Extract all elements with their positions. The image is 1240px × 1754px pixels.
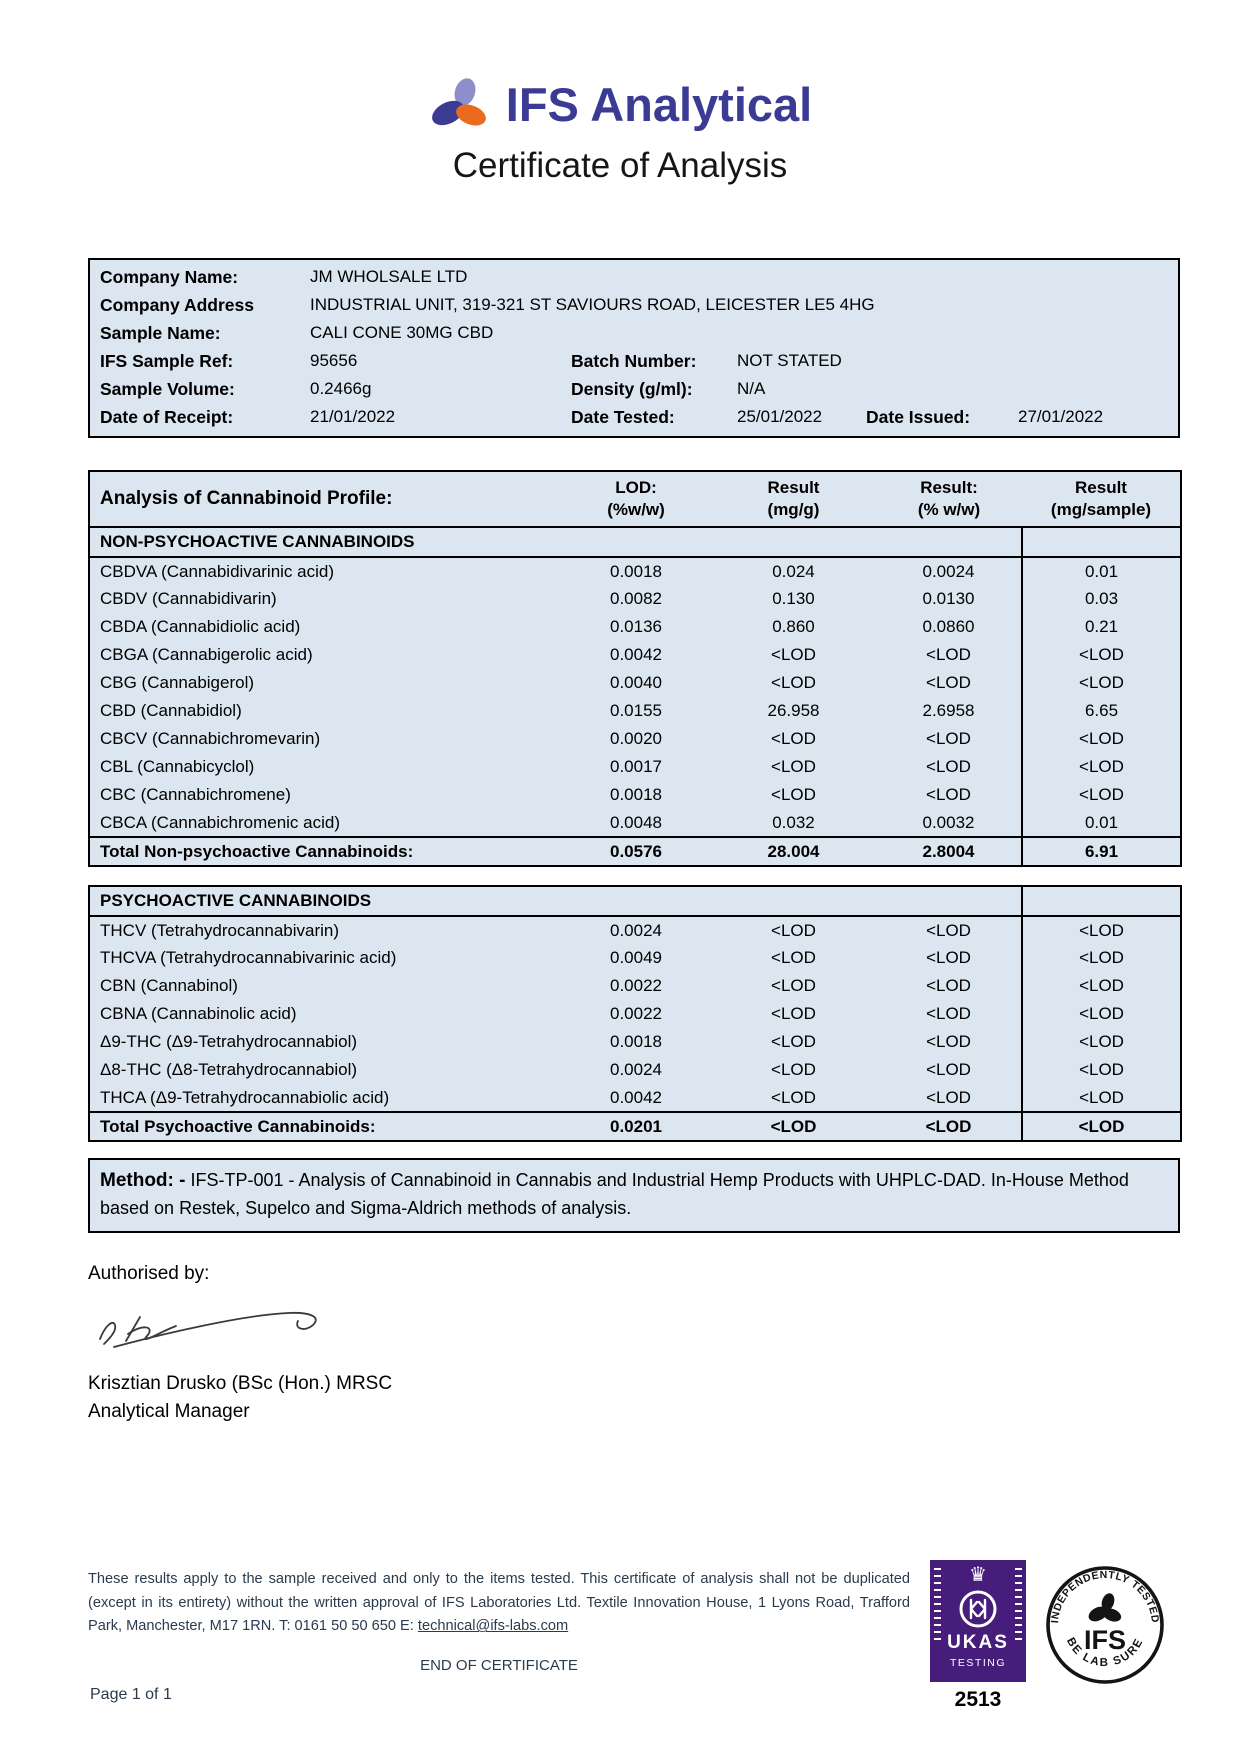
analyte-name: CBCV (Cannabichromevarin) <box>100 729 321 748</box>
result-mg-g: 0.860 <box>772 617 815 636</box>
result-mg-sample: 0.21 <box>1022 613 1181 641</box>
section-header-row <box>89 886 1181 916</box>
lod-value: 0.0018 <box>610 1032 662 1051</box>
info-value: 0.2466g <box>310 379 372 398</box>
ruler-ticks-left <box>934 1568 941 1640</box>
info-label: IFS Sample Ref: <box>100 350 234 371</box>
ruler-ticks-right <box>1015 1568 1022 1640</box>
analyte-name: THCV (Tetrahydrocannabivarin) <box>100 920 340 940</box>
lod-value: 0.0049 <box>610 948 662 967</box>
analyte-name: CBDV (Cannabidivarin) <box>100 589 277 608</box>
analyte-name: THCVA (Tetrahydrocannabivarinic acid) <box>100 948 397 967</box>
sample-info-row <box>90 263 1178 291</box>
footer-disclaimer: These results apply to the sample received and only to the items tested. This certificate of analysis shall not be duplicated (except in its entirety) without the written approval of IFS Laboratories Ltd. Textile Innovation House, 1 Lyons Road, Trafford Park, Manchester, M17 1RN. T: 0161 50 50 650 E: technical@ifs-labs.com <box>88 1571 910 1635</box>
table-row <box>89 585 1181 613</box>
ifs-stamp-icon <box>1043 1563 1167 1687</box>
lod-value: 0.0022 <box>610 1004 662 1023</box>
lod-value: 0.0136 <box>610 617 662 636</box>
result-mg-g: <LOD <box>771 785 816 804</box>
sample-info-row <box>90 403 1178 431</box>
result-mg-sample: 0.03 <box>1022 585 1181 613</box>
result-mg-g: 0.032 <box>772 812 815 832</box>
info-label: Date Tested: <box>571 406 675 427</box>
sample-info-row <box>90 375 1178 403</box>
result-mg-sample: 0.01 <box>1022 557 1181 585</box>
analyte-name: CBCA (Cannabichromenic acid) <box>100 812 340 832</box>
analyte-name: CBN (Cannabinol) <box>100 976 238 995</box>
result-mg-sample: <LOD <box>1022 916 1181 944</box>
result-mg-g: 26.958 <box>767 701 820 720</box>
table-row <box>89 669 1181 697</box>
result-pct: <LOD <box>926 920 971 940</box>
result-pct: <LOD <box>926 785 971 804</box>
signature <box>92 1289 362 1357</box>
result-mg-sample: <LOD <box>1022 1028 1181 1056</box>
table-header-row <box>89 471 1181 527</box>
info-value: NOT STATED <box>737 351 842 370</box>
info-value: 21/01/2022 <box>310 407 396 426</box>
analyte-name: CBGA (Cannabigerolic acid) <box>100 645 313 664</box>
section-header: PSYCHOACTIVE CANNABINOIDS <box>89 886 1022 916</box>
table-row <box>89 944 1181 972</box>
cannabinoid-profile-table <box>88 470 1182 867</box>
sample-info-box <box>88 258 1180 438</box>
info-value: 27/01/2022 <box>1018 407 1104 426</box>
ukas-label: UKAS <box>947 1632 1009 1653</box>
result-pct: <LOD <box>926 645 971 664</box>
authoriser-name: Krisztian Drusko (BSc (Hon.) MRSC <box>88 1373 393 1395</box>
result-pct: <LOD <box>926 1032 971 1051</box>
info-label: Density (g/ml): <box>571 378 693 399</box>
result-mg-sample: <LOD <box>1022 753 1181 781</box>
lod-value: 0.0082 <box>610 589 662 608</box>
analyte-name: CBG (Cannabigerol) <box>100 673 255 692</box>
table-row <box>89 641 1181 669</box>
result-pct: <LOD <box>926 976 971 995</box>
info-label: Sample Name: <box>100 322 221 343</box>
lod-value: 0.0040 <box>610 673 662 692</box>
lod-value: 0.0018 <box>610 785 662 804</box>
column-header-pct: Result: (% w/w) <box>876 471 1022 527</box>
table-row <box>89 613 1181 641</box>
sample-info-row <box>90 319 1178 347</box>
result-pct: <LOD <box>926 1087 971 1107</box>
info-label: Sample Volume: <box>100 378 235 399</box>
table-row <box>89 972 1181 1000</box>
result-mg-sample: <LOD <box>1022 669 1181 697</box>
result-mg-g: <LOD <box>771 976 816 995</box>
end-of-certificate: END OF CERTIFICATE <box>420 1657 578 1674</box>
authorised-by-heading: Authorised by: <box>88 1263 210 1285</box>
ukas-accreditation-mark <box>930 1560 1026 1712</box>
result-pct: <LOD <box>926 948 971 967</box>
table-row <box>89 753 1181 781</box>
brand-header <box>0 0 1240 132</box>
result-mg-g: <LOD <box>771 729 816 748</box>
result-pct: <LOD <box>926 673 971 692</box>
result-mg-sample: <LOD <box>1022 725 1181 753</box>
analyte-name: CBNA (Cannabinolic acid) <box>100 1004 297 1023</box>
lod-value: 0.0017 <box>610 757 662 776</box>
table-row <box>89 697 1181 725</box>
contact-email-link[interactable]: technical@ifs-labs.com <box>417 1618 569 1635</box>
lod-value: 0.0022 <box>610 976 662 995</box>
stamp-center-text: IFS <box>1083 1625 1127 1655</box>
ukas-testing-label: TESTING <box>949 1657 1006 1669</box>
result-mg-g: 0.130 <box>772 589 815 608</box>
section-header: NON-PSYCHOACTIVE CANNABINOIDS <box>89 527 1022 557</box>
result-mg-g: <LOD <box>771 757 816 776</box>
ifs-logo-icon <box>428 76 492 132</box>
result-pct: 0.0032 <box>922 812 975 832</box>
psychoactive-table <box>88 885 1182 1142</box>
info-label: Date Issued: <box>866 406 971 427</box>
table-row <box>89 557 1181 585</box>
result-mg-g: <LOD <box>771 1032 816 1051</box>
analyte-name: CBDA (Cannabidiolic acid) <box>100 617 301 636</box>
lod-value: 0.0024 <box>610 920 662 940</box>
total-label: Total Psychoactive Cannabinoids: <box>89 1112 561 1141</box>
table-row <box>89 809 1181 837</box>
result-mg-sample: <LOD <box>1022 641 1181 669</box>
result-mg-g: <LOD <box>771 1060 816 1079</box>
info-label: Company Name: <box>100 266 239 287</box>
analyte-name: CBD (Cannabidiol) <box>100 701 242 720</box>
stamp-top-text: INDEPENDENTLY TESTED <box>1049 1568 1162 1624</box>
method-box <box>88 1158 1180 1233</box>
ukas-ring-icon <box>956 1587 1000 1631</box>
table-row <box>89 1056 1181 1084</box>
result-mg-sample: <LOD <box>1022 1000 1181 1028</box>
info-label: Batch Number: <box>571 350 697 371</box>
info-label: Date of Receipt: <box>100 406 234 427</box>
result-mg-sample: <LOD <box>1022 781 1181 809</box>
result-pct: 0.0024 <box>922 561 975 581</box>
result-pct: 2.6958 <box>922 701 975 720</box>
lod-value: 0.0042 <box>610 1087 662 1107</box>
info-label: Company Address <box>100 294 254 315</box>
table-row <box>89 1028 1181 1056</box>
method-label: Method: - <box>100 1170 186 1191</box>
result-pct: 0.0860 <box>922 617 975 636</box>
result-mg-g: <LOD <box>771 1004 816 1023</box>
page-number: Page 1 of 1 <box>90 1686 172 1703</box>
ukas-accreditation-number: 2513 <box>954 1688 1002 1711</box>
analyte-name: Δ9-THC (Δ9-Tetrahydrocannabiol) <box>100 1032 358 1051</box>
crown-icon: ♛ <box>969 1564 987 1586</box>
column-header-mg-sample: Result (mg/sample) <box>1022 471 1181 527</box>
result-mg-g: <LOD <box>771 1087 816 1107</box>
total-label: Total Non-psychoactive Cannabinoids: <box>89 837 561 866</box>
table-row <box>89 781 1181 809</box>
result-mg-sample: <LOD <box>1022 972 1181 1000</box>
result-mg-sample: 0.01 <box>1022 809 1181 837</box>
table-row <box>89 916 1181 944</box>
info-value: JM WHOLSALE LTD <box>310 267 468 286</box>
stamp-bottom-text: BE LAB SURE <box>1063 1635 1147 1670</box>
result-pct: <LOD <box>926 729 971 748</box>
section-header-row <box>89 527 1181 557</box>
result-mg-g: <LOD <box>771 673 816 692</box>
result-mg-sample: <LOD <box>1022 1084 1181 1112</box>
result-mg-sample: <LOD <box>1022 944 1181 972</box>
lod-value: 0.0024 <box>610 1060 662 1079</box>
result-mg-g: <LOD <box>771 645 816 664</box>
lod-value: 0.0020 <box>610 729 662 748</box>
total-row: Total Psychoactive Cannabinoids: 0.0201 <LOD <LOD <LOD <box>89 1112 1181 1141</box>
column-header-mg-g: Result (mg/g) <box>711 471 876 527</box>
table-row <box>89 1000 1181 1028</box>
lod-value: 0.0048 <box>610 812 662 832</box>
info-value: 95656 <box>310 351 358 370</box>
authoriser-role: Analytical Manager <box>88 1400 250 1422</box>
result-mg-g: <LOD <box>771 948 816 967</box>
table-title: Analysis of Cannabinoid Profile: <box>89 471 561 527</box>
info-value: N/A <box>737 379 766 398</box>
result-mg-sample: <LOD <box>1022 1056 1181 1084</box>
info-value: CALI CONE 30MG CBD <box>310 323 494 342</box>
analyte-name: CBC (Cannabichromene) <box>100 785 291 804</box>
analyte-name: CBL (Cannabicyclol) <box>100 757 255 776</box>
info-value: 25/01/2022 <box>737 407 823 426</box>
analyte-name: CBDVA (Cannabidivarinic acid) <box>100 561 335 581</box>
table-row <box>89 1084 1181 1112</box>
info-value: INDUSTRIAL UNIT, 319-321 ST SAVIOURS ROAD, LEICESTER LE5 4HG <box>310 295 875 314</box>
lod-value: 0.0018 <box>610 561 662 581</box>
brand-name: IFS Analytical <box>505 77 813 131</box>
lod-value: 0.0155 <box>610 701 662 720</box>
result-mg-g: 0.024 <box>772 561 815 581</box>
method-text: IFS-TP-001 - Analysis of Cannabinoid in Cannabis and Industrial Hemp Products with UHPLC-DAD. In-House Method based on Restek, Supelco and Sigma-Aldrich methods of analysis. <box>100 1170 1129 1219</box>
total-row: Total Non-psychoactive Cannabinoids: 0.0576 28.004 2.8004 6.91 <box>89 837 1181 866</box>
analyte-name: THCA (Δ9-Tetrahydrocannabiolic acid) <box>100 1087 390 1107</box>
result-pct: 0.0130 <box>922 589 975 608</box>
result-pct: <LOD <box>926 1004 971 1023</box>
table-row <box>89 725 1181 753</box>
result-pct: <LOD <box>926 1060 971 1079</box>
column-header-lod: LOD: (%w/w) <box>561 471 711 527</box>
lod-value: 0.0042 <box>610 645 662 664</box>
result-pct: <LOD <box>926 757 971 776</box>
analyte-name: Δ8-THC (Δ8-Tetrahydrocannabiol) <box>100 1060 358 1079</box>
page-title: Certificate of Analysis <box>452 146 788 185</box>
result-mg-sample: 6.65 <box>1022 697 1181 725</box>
sample-info-row <box>90 291 1178 319</box>
result-mg-g: <LOD <box>771 920 816 940</box>
sample-info-row <box>90 347 1178 375</box>
